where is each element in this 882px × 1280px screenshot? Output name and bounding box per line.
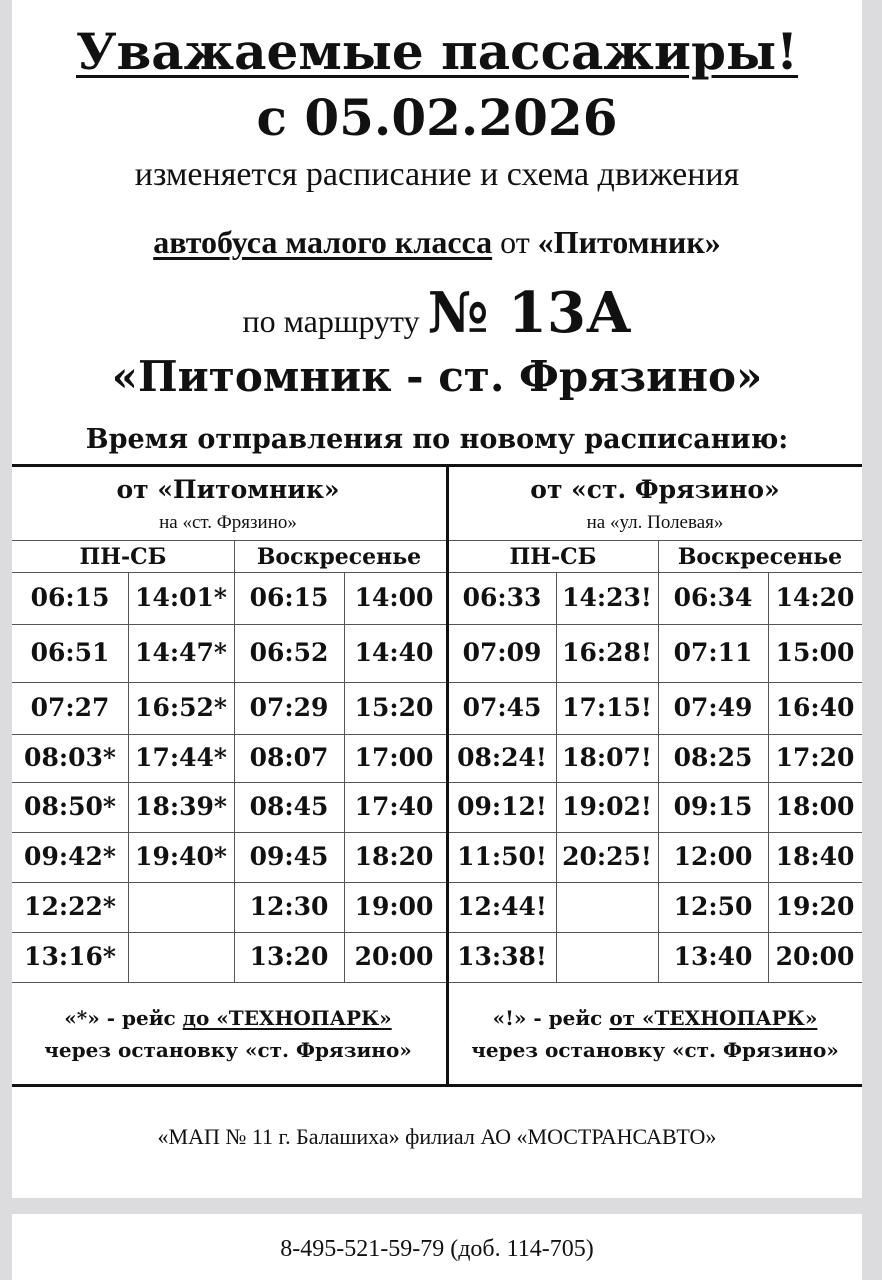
grid-line [12, 982, 862, 983]
weekday-label: ПН-СБ [79, 544, 167, 570]
departure-time: 08:50* [24, 792, 116, 821]
departure-time: 12:44! [457, 892, 547, 921]
departure-time: 07:29 [249, 693, 329, 722]
departure-time: 20:00 [354, 942, 434, 971]
departure-time: 06:34 [673, 583, 753, 612]
direction-title: от «ст. Фрязино» [530, 475, 780, 504]
from-place: «Питомник» [537, 224, 721, 260]
departure-time: 14:01* [135, 583, 227, 612]
route-number: № 13А [427, 280, 632, 346]
departure-time: 17:15! [562, 693, 652, 722]
note-destination: от «ТЕХНОПАРК» [609, 1006, 818, 1030]
departure-time: 12:00 [673, 842, 753, 871]
departure-time: 19:00 [354, 892, 434, 921]
grid-line [12, 464, 862, 467]
notice-title: Уважаемые пассажиры! [75, 22, 799, 81]
departure-time: 06:52 [249, 638, 329, 667]
departure-time: 08:07 [249, 743, 329, 772]
bus-line [12, 224, 862, 261]
departure-time: 17:40 [354, 792, 434, 821]
departure-time: 19:40* [135, 842, 227, 871]
departure-time: 07:11 [673, 638, 753, 667]
organization: «МАП № 11 г. Балашиха» филиал АО «МОСТРАНСАВТО» [157, 1124, 717, 1149]
departure-time: 16:40 [775, 693, 855, 722]
note-via: через остановку «ст. Фрязино» [44, 1038, 412, 1062]
note-marker: «!» - рейс [492, 1006, 610, 1030]
departure-time: 14:23! [562, 583, 652, 612]
from-word: от [500, 224, 530, 260]
departure-time: 06:15 [30, 583, 110, 612]
departure-time: 09:15 [673, 792, 753, 821]
departure-time: 18:40 [775, 842, 855, 871]
departure-time: 14:00 [354, 583, 434, 612]
departure-time: 16:28! [562, 638, 652, 667]
departure-time [128, 882, 234, 932]
departure-time: 13:16* [24, 942, 116, 971]
departure-time: 12:50 [673, 892, 753, 921]
phone-number: 8-495-521-59-79 (доб. 114-705) [280, 1236, 594, 1262]
departure-time [556, 882, 658, 932]
departure-time: 19:02! [562, 792, 652, 821]
departure-time: 17:00 [354, 743, 434, 772]
departure-time: 12:22* [24, 892, 116, 921]
departure-time: 07:49 [673, 693, 753, 722]
departure-time: 17:44* [135, 743, 227, 772]
schedule-heading: Время отправления по новому расписанию: [85, 424, 789, 455]
departure-time: 17:20 [775, 743, 855, 772]
departure-time: 18:39* [135, 792, 227, 821]
departure-time: 09:12! [457, 792, 547, 821]
grid-line [12, 540, 862, 541]
departure-time: 16:52* [135, 693, 227, 722]
departure-time [556, 932, 658, 982]
departure-time: 08:03* [24, 743, 116, 772]
departure-time: 06:15 [249, 583, 329, 612]
departure-time: 14:40 [354, 638, 434, 667]
departure-time: 06:51 [30, 638, 110, 667]
note-marker: «*» - рейс [64, 1006, 183, 1030]
note-destination: до «ТЕХНОПАРК» [182, 1006, 392, 1030]
sunday-label: Воскресенье [256, 544, 422, 570]
route-note [12, 1002, 444, 1072]
bus-class: автобуса малого класса [153, 224, 493, 260]
departure-time: 18:07! [562, 743, 652, 772]
contact-card [12, 1214, 862, 1280]
departure-time: 08:24! [457, 743, 547, 772]
route-line [12, 280, 862, 346]
route-name: «Питомник - ст. Фрязино» [111, 352, 763, 401]
departure-time: 06:33 [462, 583, 542, 612]
departure-time: 08:45 [249, 792, 329, 821]
schedule-table [12, 464, 862, 1088]
departure-time: 14:47* [135, 638, 227, 667]
departure-time: 19:20 [775, 892, 855, 921]
departure-time: 14:20 [775, 583, 855, 612]
grid-line [12, 1084, 862, 1087]
direction-subtitle: на «ул. Полевая» [586, 512, 724, 533]
sunday-label: Воскресенье [677, 544, 843, 570]
departure-time: 08:25 [673, 743, 753, 772]
departure-time: 13:20 [249, 942, 329, 971]
departure-time: 18:00 [775, 792, 855, 821]
direction-subtitle: на «ст. Фрязино» [159, 512, 297, 533]
note-via: через остановку «ст. Фрязино» [471, 1038, 839, 1062]
change-text: изменяется расписание и схема движения [134, 156, 740, 193]
departure-time: 12:30 [249, 892, 329, 921]
weekday-label: ПН-СБ [509, 544, 597, 570]
effective-date: с 05.02.2026 [256, 88, 618, 147]
departure-time: 18:20 [354, 842, 434, 871]
departure-time: 15:00 [775, 638, 855, 667]
departure-time: 09:42* [24, 842, 116, 871]
departure-time: 11:50! [457, 842, 547, 871]
route-note [448, 1002, 862, 1072]
departure-time: 07:45 [462, 693, 542, 722]
departure-time: 07:27 [30, 693, 110, 722]
departure-time: 09:45 [249, 842, 329, 871]
departure-time: 07:09 [462, 638, 542, 667]
departure-time: 20:00 [775, 942, 855, 971]
notice-sheet [12, 0, 862, 1198]
departure-time: 13:38! [457, 942, 547, 971]
departure-time: 15:20 [354, 693, 434, 722]
departure-time: 20:25! [562, 842, 652, 871]
departure-time [128, 932, 234, 982]
departure-time: 13:40 [673, 942, 753, 971]
route-prefix: по маршруту [242, 303, 420, 339]
direction-title: от «Питомник» [116, 475, 340, 504]
